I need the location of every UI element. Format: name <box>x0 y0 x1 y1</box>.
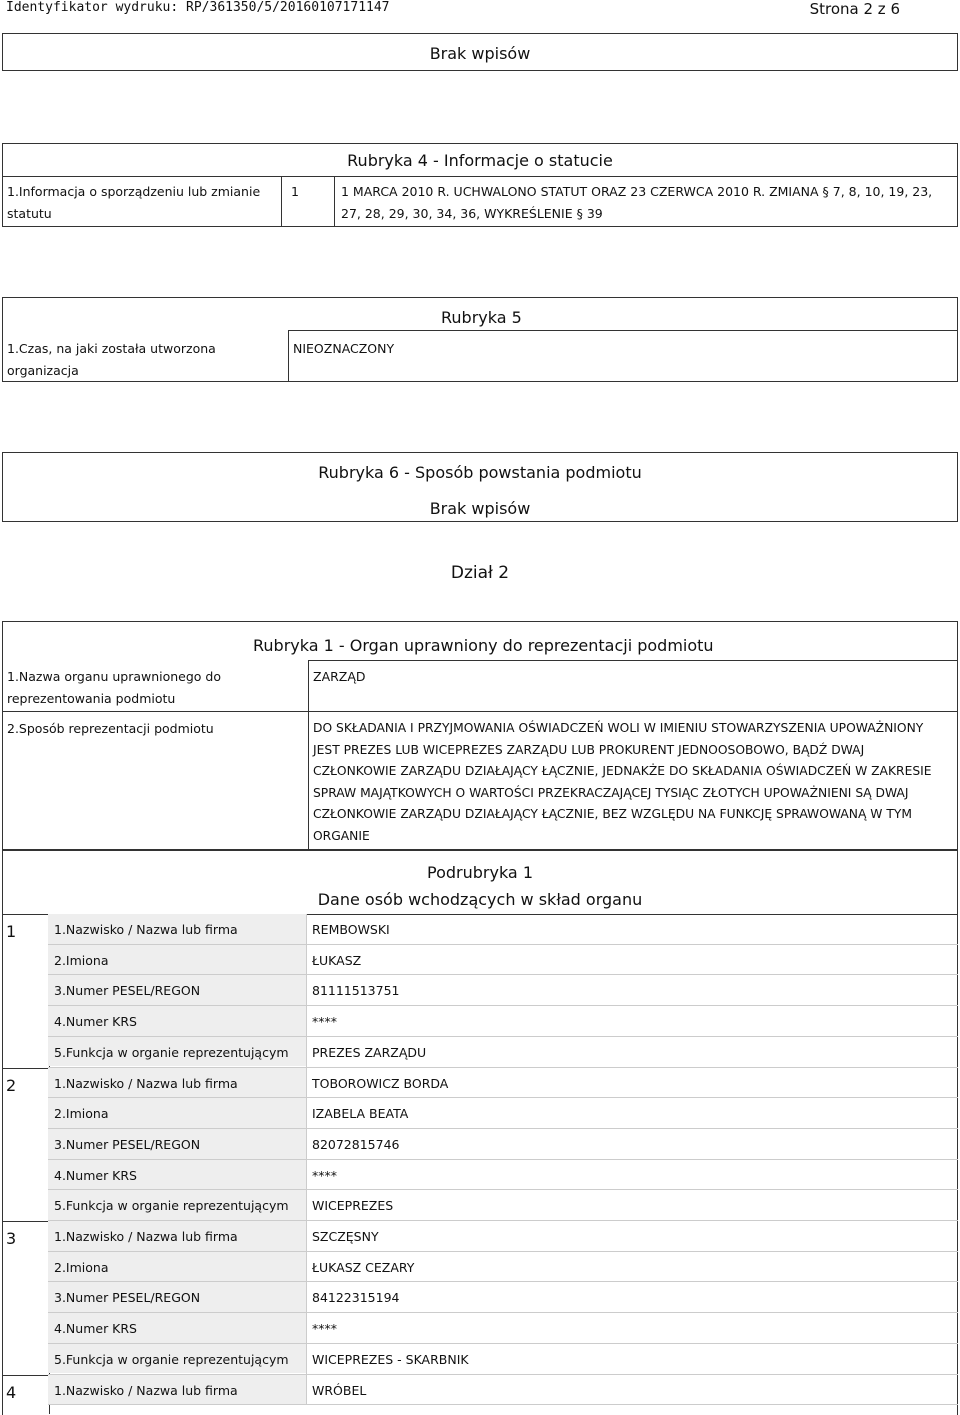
rubryka4-entry-number: 1 <box>291 184 299 199</box>
podrubryka-subtitle: Dane osób wchodzących w skład organu <box>317 890 643 909</box>
field-value-krs: **** <box>312 1321 337 1337</box>
field-label-funkcja: 5.Funkcja w organie reprezentującym <box>54 1351 289 1367</box>
podrubryka-title: Podrubryka 1 <box>427 863 533 882</box>
rubryka6-empty-text: Brak wpisów <box>429 499 531 518</box>
rubryka5-section <box>2 297 958 382</box>
page-number: Strona 2 z 6 <box>809 0 900 18</box>
rubryka4-value: 1 MARCA 2010 R. UCHWALONO STATUT ORAZ 23 CZERWCA 2010 R. ZMIANA § 7, 8, 10, 19, 23, 27, 28, 29, 30, 34, 36, WYKREŚLENIE § 39 <box>341 184 933 221</box>
field-label-krs: 4.Numer KRS <box>54 1321 137 1337</box>
field-value-imiona: IZABELA BEATA <box>312 1106 409 1122</box>
field-value-pesel: 84122315194 <box>312 1290 400 1306</box>
field-value-imiona: ŁUKASZ <box>312 952 362 968</box>
field-label-imiona: 2.Imiona <box>54 1106 109 1122</box>
field-value-funkcja: WICEPREZES - SKARBNIK <box>312 1351 469 1367</box>
field-value-krs: **** <box>312 1167 337 1183</box>
field-label-nazwisko: 1.Nazwisko / Nazwa lub firma <box>54 922 238 937</box>
field-label-krs: 4.Numer KRS <box>54 1014 137 1030</box>
person-number: 3 <box>6 1229 17 1248</box>
field-value-imiona: ŁUKASZ CEZARY <box>312 1259 415 1275</box>
rubryka4-section <box>2 143 958 227</box>
rubryka1-title: Rubryka 1 - Organ uprawniony do reprezentacji podmiotu <box>253 636 714 655</box>
organ-name-value: ZARZĄD <box>313 669 366 684</box>
rubryka5-label: 1.Czas, na jaki została utworzona organizacja <box>7 341 216 378</box>
field-value-nazwisko: REMBOWSKI <box>312 922 390 937</box>
print-identifier: Identyfikator wydruku: RP/361350/5/20160107171147 <box>6 0 390 15</box>
field-value-nazwisko: TOBOROWICZ BORDA <box>312 1075 449 1091</box>
person-number: 4 <box>6 1382 17 1402</box>
field-value-pesel: 81111513751 <box>312 983 400 999</box>
field-label-nazwisko: 1.Nazwisko / Nazwa lub firma <box>54 1075 238 1091</box>
person-number: 1 <box>6 922 17 941</box>
field-value-nazwisko: WRÓBEL <box>312 1382 367 1398</box>
empty-entries-text: Brak wpisów <box>429 44 531 63</box>
rubryka4-label: 1.Informacja o sporządzeniu lub zmianie statutu <box>7 184 261 221</box>
field-label-pesel: 3.Numer PESEL/REGON <box>54 983 201 999</box>
field-value-funkcja: PREZES ZARZĄDU <box>312 1044 427 1060</box>
empty-section-box <box>2 33 958 71</box>
field-label-pesel: 3.Numer PESEL/REGON <box>54 1136 201 1152</box>
rubryka6-title: Rubryka 6 - Sposób powstania podmiotu <box>318 463 642 482</box>
rubryka5-value: NIEOZNACZONY <box>293 341 395 356</box>
rubryka1-section <box>2 621 958 850</box>
field-label-funkcja: 5.Funkcja w organie reprezentującym <box>54 1198 289 1214</box>
field-value-funkcja: WICEPREZES <box>312 1198 394 1214</box>
dzial-title: Dział 2 <box>450 563 510 583</box>
person-number: 2 <box>6 1075 17 1095</box>
field-label-imiona: 2.Imiona <box>54 952 109 968</box>
representation-method-value: DO SKŁADANIA I PRZYJMOWANIA OŚWIADCZEŃ WOLI W IMIENIU STOWARZYSZENIA UPOWAŻNIONY JEST PREZES LUB WICEPREZES ZARZĄDU LUB PROKURENT JEDNOOSOBOWO, BĄDŹ DWAJ CZŁONKOWIE ZARZĄDU DZIAŁAJĄCY ŁĄCZNIE, JEDNAKŻE DO SKŁADANIA OŚWIADCZEŃ W ZAKRESIE SPRAW MAJĄTKOWYCH O WARTOŚCI PRZEKRACZAJĄCEJ TYSIĄC ZŁOTYCH UPOWAŻNIENI SĄ DWAJ CZŁONKOWIE ZARZĄDU DZIAŁAJĄCY ŁĄCZNIE, BEZ WZGLĘDU NA FUNKCJĘ SPRAWOWANĄ W TYM ORGANIE <box>313 721 932 843</box>
field-value-nazwisko: SZCZĘSNY <box>312 1229 379 1244</box>
field-label-nazwisko: 1.Nazwisko / Nazwa lub firma <box>54 1382 238 1398</box>
organ-name-label: 1.Nazwa organu uprawnionego do reprezentowania podmiotu <box>7 669 222 706</box>
field-value-krs: **** <box>312 1014 337 1030</box>
field-value-pesel: 82072815746 <box>312 1136 400 1152</box>
representation-method-label: 2.Sposób reprezentacji podmiotu <box>7 721 214 736</box>
rubryka6-section <box>2 452 958 522</box>
rubryka4-title: Rubryka 4 - Informacje o statucie <box>347 151 613 170</box>
field-label-imiona: 2.Imiona <box>54 1259 109 1275</box>
field-label-pesel: 3.Numer PESEL/REGON <box>54 1290 201 1306</box>
field-label-funkcja: 5.Funkcja w organie reprezentującym <box>54 1044 289 1060</box>
field-label-nazwisko: 1.Nazwisko / Nazwa lub firma <box>54 1229 238 1244</box>
field-label-krs: 4.Numer KRS <box>54 1167 137 1183</box>
rubryka5-title: Rubryka 5 <box>441 308 522 327</box>
